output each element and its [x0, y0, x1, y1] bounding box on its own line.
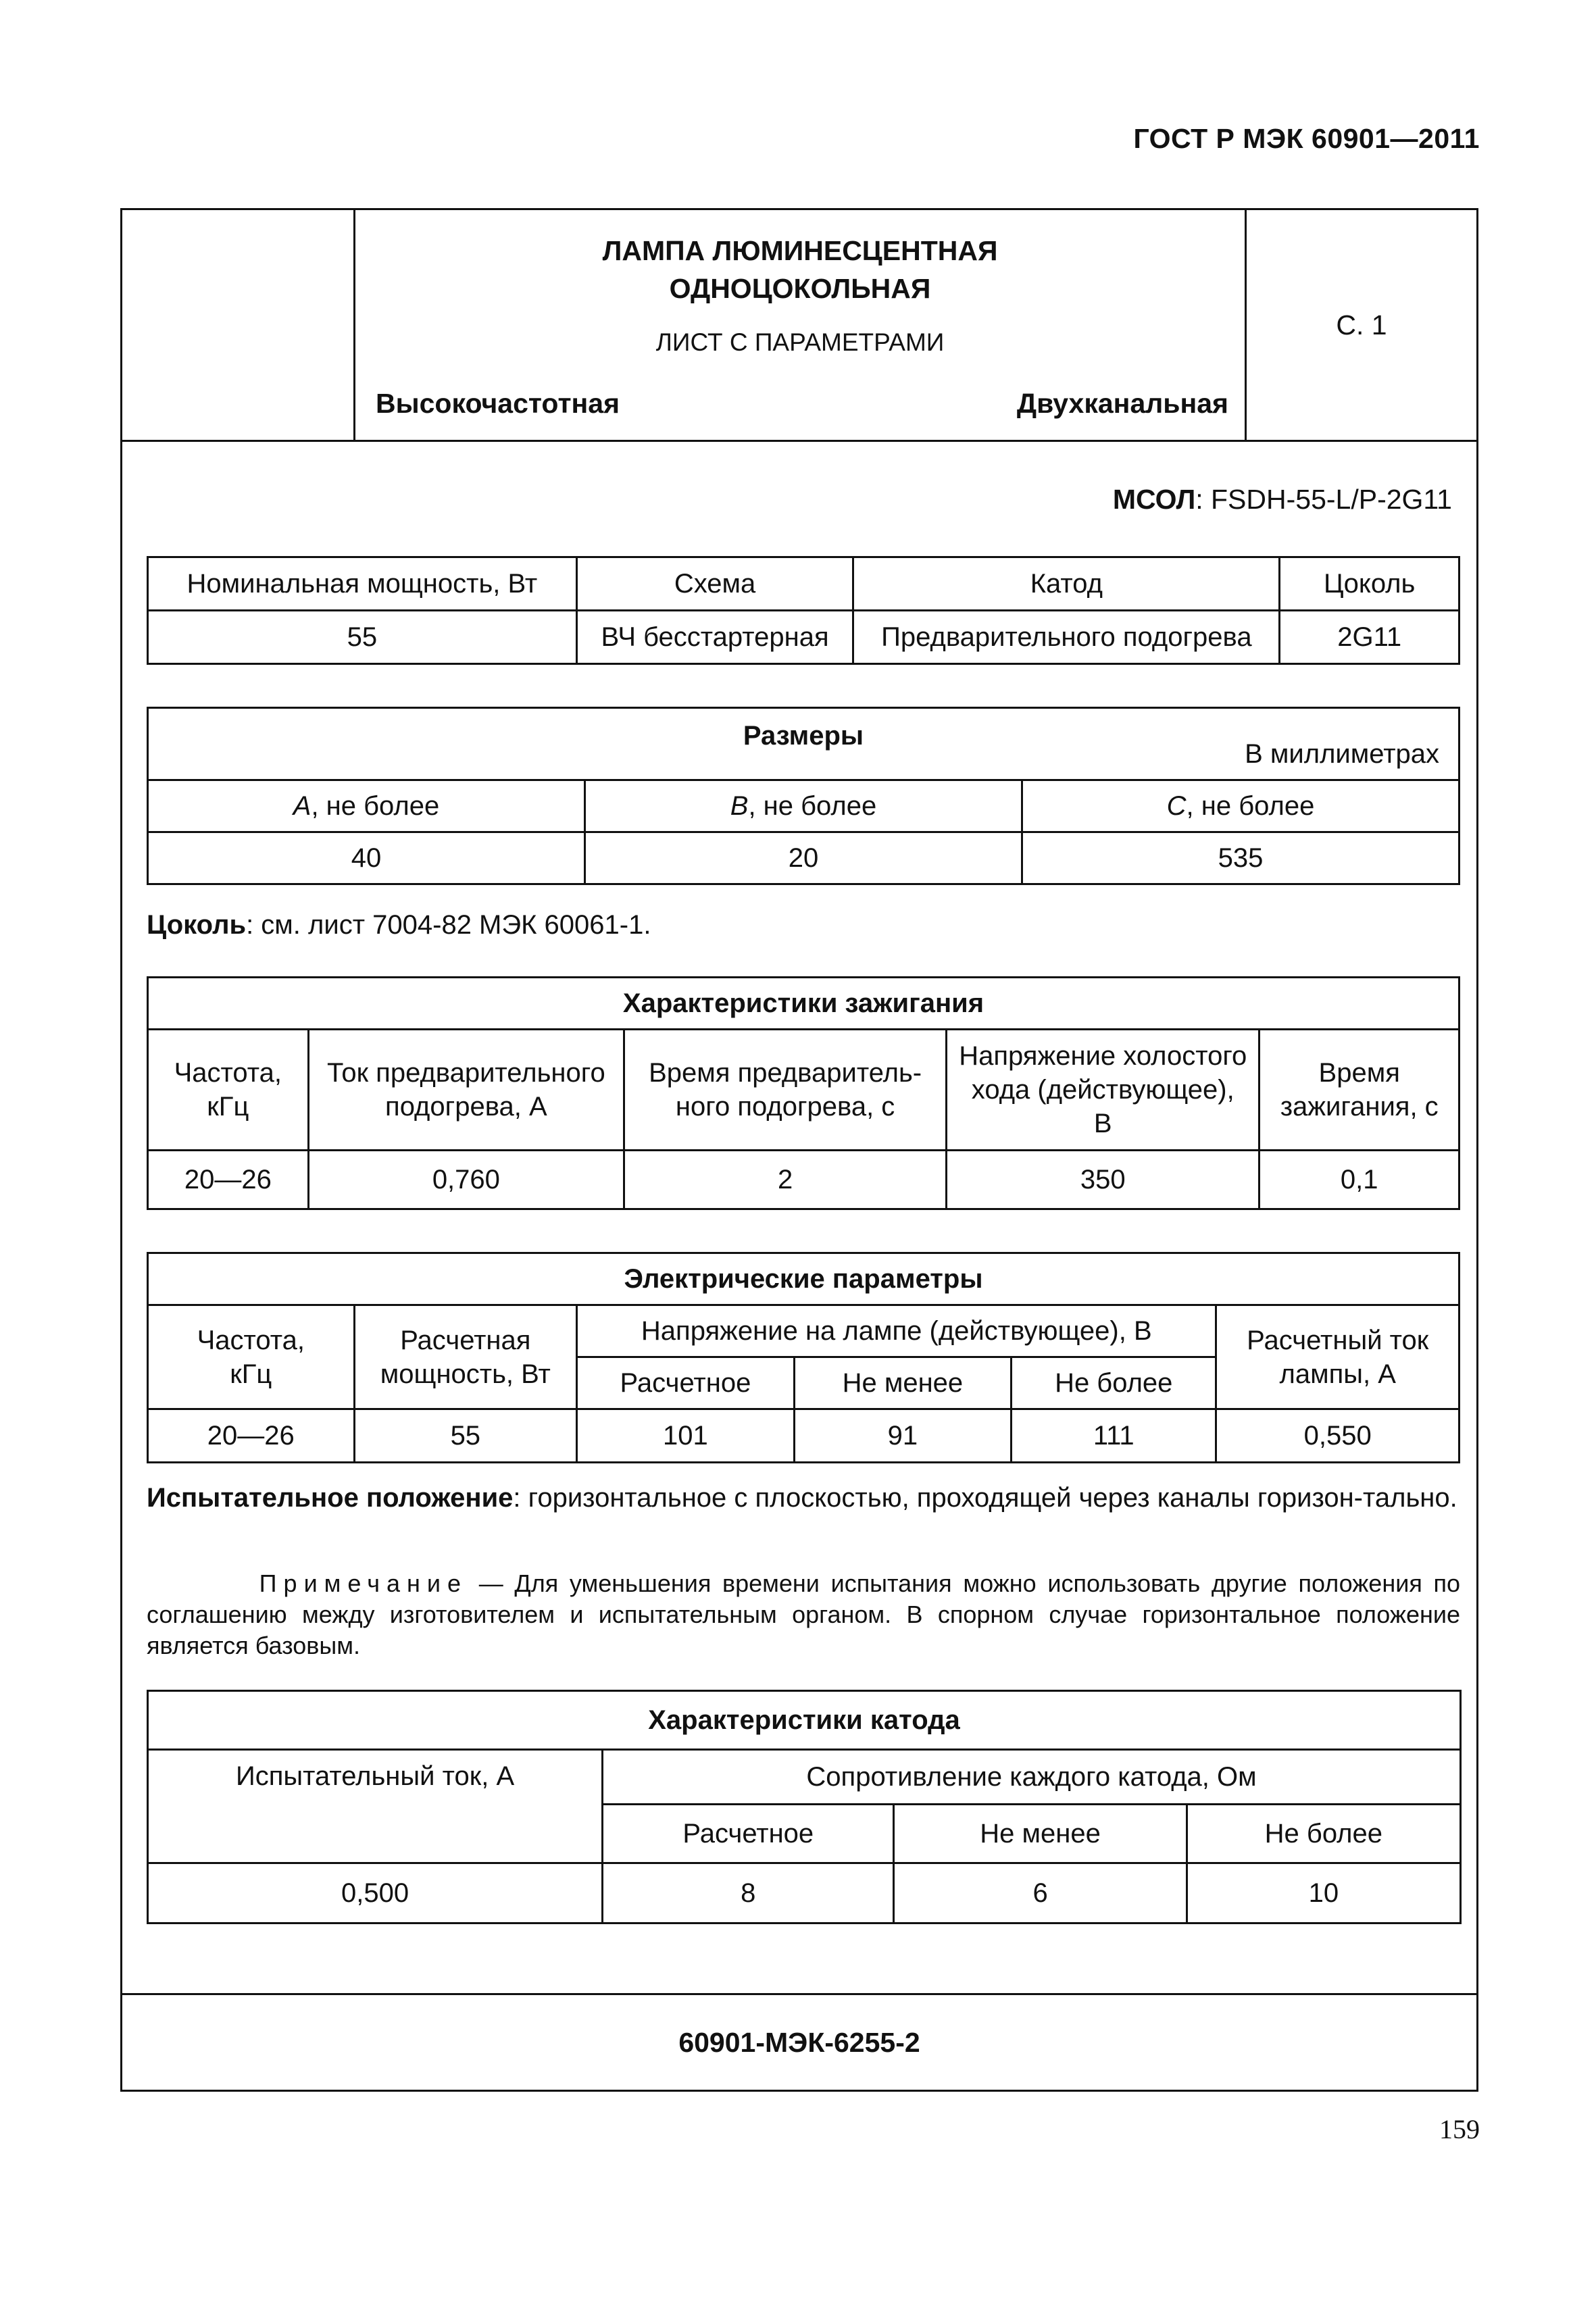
table-row	[148, 1151, 1460, 1209]
table-cell: 6	[894, 1863, 1187, 1923]
table-header-cell	[1022, 780, 1460, 832]
table-cell: 111	[1012, 1409, 1216, 1463]
table-caption: Характеристики зажигания	[148, 978, 1460, 1030]
table-header-cell	[148, 780, 585, 832]
table-row	[148, 832, 1460, 884]
header-line: Напряжение холостого	[959, 1041, 1247, 1071]
table-header-cell	[1216, 1305, 1460, 1409]
sheet-header	[122, 210, 1476, 442]
cathode-table	[147, 1690, 1462, 1924]
test-position-label: Испытательное положение	[147, 1483, 514, 1513]
note-label: Примечание	[259, 1569, 468, 1597]
table-header-cell: Не менее	[794, 1357, 1011, 1409]
table-caption-row	[148, 978, 1460, 1030]
header-line: ного подогрева, с	[675, 1092, 895, 1122]
table-cell: 2G11	[1280, 611, 1460, 664]
table-cell: 535	[1022, 832, 1460, 884]
table-header-cell: Номинальная мощность, Вт	[148, 557, 577, 611]
note-text	[147, 1568, 1460, 1661]
main-params-table	[147, 556, 1460, 665]
table-cell: 20—26	[148, 1151, 309, 1209]
title-line: ОДНОЦОКОЛЬНАЯ	[669, 273, 931, 304]
header-line: Ток предварительного	[327, 1058, 605, 1088]
table-cell: 101	[577, 1409, 795, 1463]
parameter-sheet	[120, 208, 1478, 2092]
dimension-letter: A	[293, 790, 311, 821]
sheet-title	[355, 232, 1245, 307]
table-header-cell: Не более	[1012, 1357, 1216, 1409]
table-cell: 55	[354, 1409, 577, 1463]
header-line: Частота,	[197, 1325, 305, 1355]
header-blank-cell	[122, 210, 355, 440]
table-row	[148, 1409, 1460, 1463]
table-header-cell: Расчетное	[603, 1805, 894, 1863]
table-cell: 20—26	[148, 1409, 355, 1463]
table-caption-row	[148, 708, 1460, 780]
table-header-row	[148, 1305, 1460, 1357]
header-line: Расчетная	[400, 1325, 531, 1355]
table-header-cell: Катод	[853, 557, 1280, 611]
table-cell: 40	[148, 832, 585, 884]
table-caption-row	[148, 1253, 1460, 1305]
header-line: Расчетный ток	[1247, 1325, 1429, 1355]
units-note: В миллиметрах	[1245, 739, 1439, 769]
dimension-suffix: , не более	[311, 790, 440, 821]
cap-reference-label: Цоколь	[147, 910, 247, 940]
dimensions-caption-cell	[148, 708, 1460, 780]
table-row	[148, 611, 1460, 664]
table-header-row	[148, 780, 1460, 832]
header-line: кГц	[207, 1092, 249, 1122]
table-caption: Электрические параметры	[148, 1253, 1460, 1305]
sheet-code: 60901-МЭК-6255-2	[122, 1993, 1476, 2090]
table-header-cell	[585, 780, 1022, 832]
table-cell: ВЧ бесстартерная	[576, 611, 853, 664]
sheet-subtitle: ЛИСТ С ПАРАМЕТРАМИ	[655, 328, 945, 356]
model-label: МСОЛ	[1112, 484, 1196, 515]
header-line: Время предваритель-	[649, 1058, 922, 1088]
table-header-cell: Цоколь	[1280, 557, 1460, 611]
table-header-cell: Испытательный ток, А	[148, 1750, 603, 1863]
table-header-cell	[148, 1030, 309, 1151]
table-header-cell: Схема	[576, 557, 853, 611]
table-cell: 55	[148, 611, 577, 664]
table-header-cell	[354, 1305, 577, 1409]
table-header-cell	[308, 1030, 624, 1151]
frequency-type: Высокочастотная	[376, 388, 620, 419]
table-header-row	[148, 557, 1460, 611]
dimension-suffix: , не более	[748, 790, 877, 821]
table-header-cell: Не менее	[894, 1805, 1187, 1863]
cap-reference	[147, 910, 651, 940]
table-cell: 0,1	[1260, 1151, 1460, 1209]
table-cell: Предварительного подогрева	[853, 611, 1280, 664]
lamp-model	[1113, 484, 1452, 515]
table-header-cell: Напряжение на лампе (действующее), В	[577, 1305, 1216, 1357]
electrical-table	[147, 1252, 1460, 1463]
table-cell: 8	[603, 1863, 894, 1923]
table-cell: 20	[585, 832, 1022, 884]
test-position-value: : горизонтальное с плоскостью, проходящей через каналы горизон-тально.	[513, 1483, 1457, 1513]
header-line: В	[1093, 1109, 1112, 1138]
table-header-cell	[148, 1305, 355, 1409]
note-body: — Для уменьшения времени испытания можно использовать другие положения по соглашению между изготовителем и испытательным органом. В спорном случае горизонтальное положение является базовым.	[147, 1569, 1460, 1659]
table-header-cell: Не более	[1187, 1805, 1460, 1863]
table-cell: 10	[1187, 1863, 1460, 1923]
title-line: ЛАМПА ЛЮМИНЕСЦЕНТНАЯ	[602, 235, 998, 266]
table-header-cell: Расчетное	[577, 1357, 795, 1409]
table-cell: 0,500	[148, 1863, 603, 1923]
dimension-suffix: , не более	[1186, 790, 1315, 821]
cap-reference-text: : см. лист 7004-82 МЭК 60061-1.	[246, 910, 651, 940]
table-header-cell	[947, 1030, 1260, 1151]
sheet-page-label: С. 1	[1336, 309, 1387, 341]
dimensions-table	[147, 707, 1460, 885]
model-value: : FSDH-55-L/P-2G11	[1195, 484, 1452, 515]
table-cell: 350	[947, 1151, 1260, 1209]
standard-code: ГОСТ Р МЭК 60901—2011	[1133, 123, 1480, 154]
header-line: зажигания, с	[1280, 1092, 1439, 1122]
header-line: мощность, Вт	[380, 1359, 551, 1389]
header-title-cell	[355, 210, 1247, 440]
table-header-cell	[624, 1030, 947, 1151]
header-line: хода (действующее),	[971, 1075, 1235, 1105]
dimension-letter: B	[730, 790, 749, 821]
table-cell: 0,760	[308, 1151, 624, 1209]
ignition-table	[147, 976, 1460, 1210]
header-line: подогрева, А	[385, 1092, 547, 1122]
table-cell: 91	[794, 1409, 1011, 1463]
table-cell: 2	[624, 1151, 947, 1209]
table-cell: 0,550	[1216, 1409, 1460, 1463]
page-number: 159	[1439, 2114, 1480, 2144]
dimension-letter: C	[1166, 790, 1187, 821]
table-header-cell	[1260, 1030, 1460, 1151]
header-line: кГц	[230, 1359, 272, 1389]
table-header-row	[148, 1030, 1460, 1151]
table-header-row	[148, 1750, 1461, 1805]
table-caption-row	[148, 1691, 1461, 1750]
header-line: Время	[1318, 1058, 1400, 1088]
channel-type: Двухканальная	[1016, 388, 1228, 419]
test-position-text	[147, 1480, 1460, 1515]
table-header-cell: Сопротивление каждого катода, Ом	[603, 1750, 1461, 1805]
table-caption: Размеры	[743, 721, 864, 751]
table-caption: Характеристики катода	[148, 1691, 1461, 1750]
header-line: Частота,	[174, 1058, 282, 1088]
table-row	[148, 1863, 1461, 1923]
header-line: лампы, А	[1279, 1359, 1396, 1389]
